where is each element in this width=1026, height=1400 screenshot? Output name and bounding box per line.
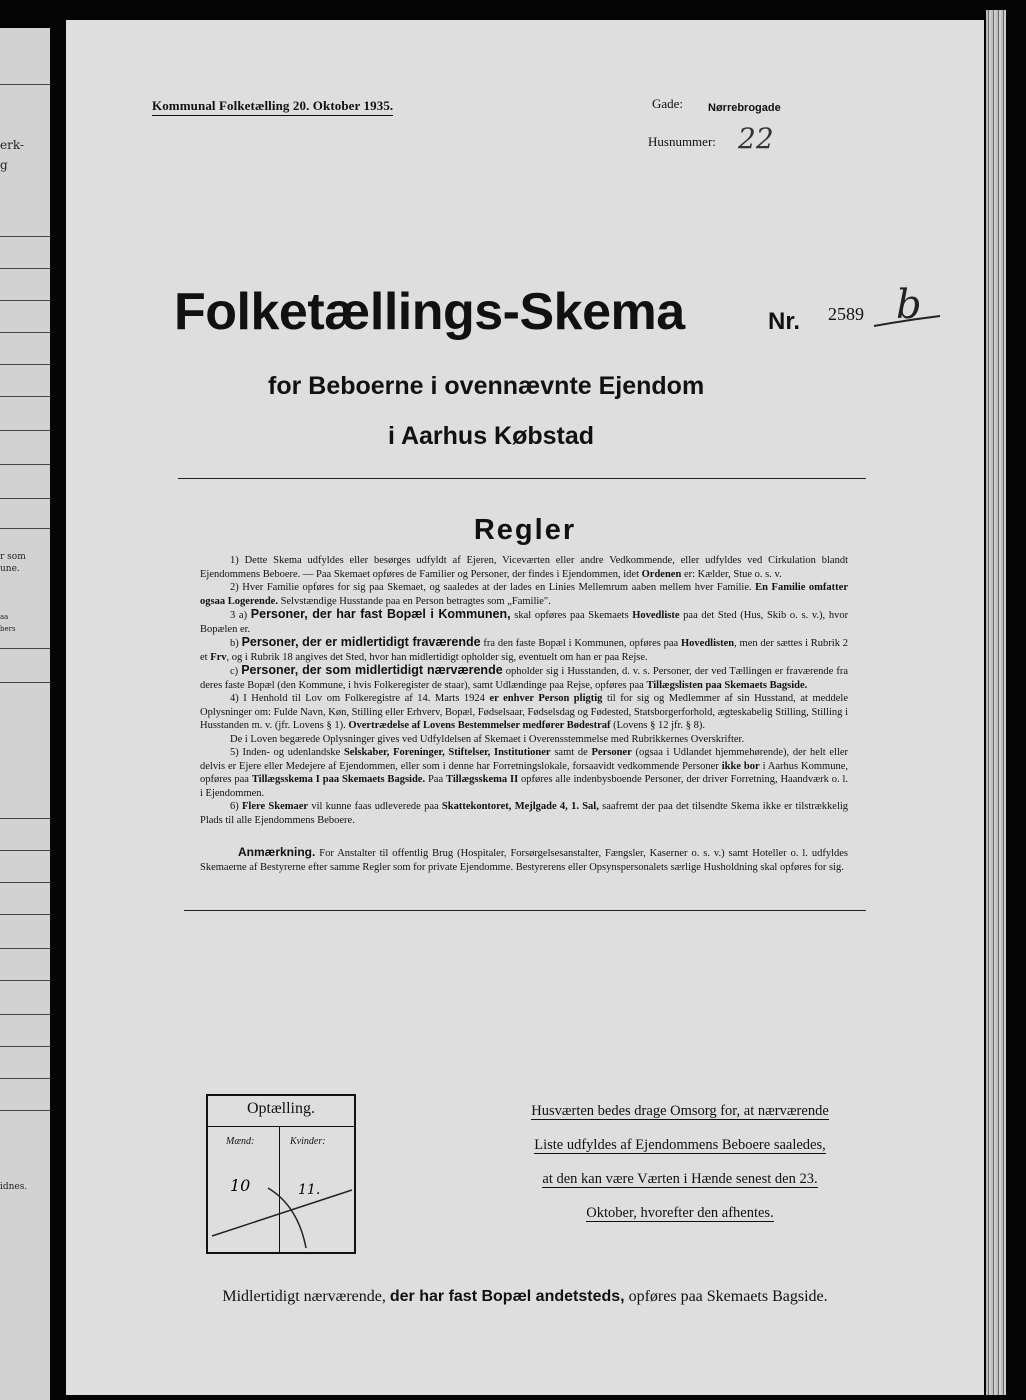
rule-bold: Hovedliste (632, 610, 680, 621)
rule-text: samt de (554, 747, 588, 758)
rule-text: 1) Dette Skema udfyldes eller besørges udfyldt af Ejeren, Viceværten eller andre Vedkommende, eller udfyldes ved Cirkulation blandt Ejendommens Beboere. — Paa Skemaet opføres de Familier og Personer, der findes i Ejendommen, idet (200, 555, 848, 580)
form-number-suffix: b (896, 282, 922, 328)
rule-6 (200, 800, 848, 827)
anmaerkning-label: Anmærkning. (238, 845, 316, 859)
rule-text: skal opføres paa Skemaets (514, 610, 629, 621)
left-page-rule (0, 430, 50, 431)
rule-2 (200, 581, 848, 608)
rule-text: 4) I Henhold til Lov om Folkeregistre af 14. Marts 1924 (230, 693, 485, 704)
rule-emphasis: Personer, der er midlertidigt fraværende (241, 635, 481, 649)
rule-text: paa det Sted (Hus, Skib o. s. v.), hvor Bopælen er. (200, 610, 849, 635)
notice-line: Liste udfyldes af Ejendommens Beboere saaledes, (534, 1137, 826, 1153)
rule-text: til for sig og Medlemmer af sin Husstand, at meddele Oplysninger om: Fulde Navn, Køn, Stilling eller Erhverv, Bopæl, Fødselsaar, Fødselsdag og Fødested, Statsborgerforhold, ægteskabelig Stilling, Stilling i Husstanden m. v. (jfr. Lovens § 1). (200, 693, 849, 731)
left-page-rule (0, 364, 50, 365)
rule-bold: er enhver Person pligtig (489, 693, 603, 704)
rule-text: b) (230, 638, 239, 649)
rule-text: i Aarhus Kommune, opføres paa (200, 760, 848, 785)
gade-value: Nørrebrogade (708, 102, 781, 114)
left-page-rule (0, 1014, 50, 1015)
left-page-rule (0, 236, 50, 237)
rule-bold: Tillægsskema II (446, 774, 519, 785)
left-page-rule (0, 268, 50, 269)
rule-text: Paa (427, 774, 444, 785)
rule-bold: Selskaber, Foreninger, Stiftelser, Institutioner (343, 747, 551, 758)
left-page-rule (0, 300, 50, 301)
left-page-rule (0, 980, 50, 981)
census-form-page (66, 20, 984, 1395)
footer-note (66, 1288, 984, 1306)
left-page-text: g (0, 158, 8, 172)
maend-value: 10 (230, 1176, 251, 1195)
left-page-rule (0, 948, 50, 949)
rule-3a (200, 608, 848, 636)
rule-1 (200, 554, 848, 581)
divider (178, 478, 866, 479)
form-subtitle: for Beboerne i ovennævnte Ejendom (268, 372, 705, 400)
rule-text: saafremt der paa det tilsendte Skema ikke er tilstrækkelig Plads til alle Ejendommens Beboere. (200, 801, 849, 826)
left-page-rule (0, 682, 50, 683)
left-page-rule (0, 818, 50, 819)
left-page-rule (0, 882, 50, 883)
rule-bold: Tillægslisten paa Skemaets Bagside. (646, 679, 808, 691)
left-page-text: une. (0, 564, 20, 574)
page-stack-edge (986, 10, 1006, 1395)
left-page-rule (0, 84, 50, 85)
left-page-rule (0, 498, 50, 499)
rule-bold: En Familie omfatter ogsaa Logerende. (200, 582, 848, 607)
divider (184, 910, 866, 911)
left-page-fragment (0, 28, 50, 1400)
kvinder-value: 11. (298, 1182, 321, 1198)
anmaerkning (200, 846, 848, 874)
husnummer-value: 22 (738, 122, 774, 155)
rule-bold: Tillægsskema I paa Skemaets Bagside. (251, 774, 426, 785)
rule-text: 3 a) (230, 610, 248, 621)
left-page-rule (0, 332, 50, 333)
kvinder-label: Kvinder: (290, 1136, 326, 1147)
notice-line: Husværten bedes drage Omsorg for, at nærværende (531, 1103, 829, 1119)
left-page-rule (0, 1078, 50, 1079)
rule-text: 6) (230, 801, 239, 812)
rule-4 (200, 692, 848, 733)
rule-text: opføres alle indenbysboende Personer, der driver Forretning, Haandværk o. l. i Ejendommen. (200, 774, 849, 799)
rules-text (200, 554, 848, 827)
footer-text: opføres paa Skemaets Bagside. (628, 1288, 828, 1305)
regler-heading: Regler (473, 514, 577, 546)
left-page-text: r som (0, 552, 26, 562)
underline-stroke (872, 314, 942, 330)
notice-line: Oktober, hvorefter den afhentes. (586, 1205, 774, 1221)
rule-text: , men der sættes i Rubrik 2 et (200, 638, 849, 663)
rule-text: fra den faste Bopæl i Kommunen, opføres paa (483, 638, 679, 649)
left-page-text: idnes. (0, 1182, 28, 1192)
tally-strikes (208, 1126, 354, 1252)
footer-bold: der har fast Bopæl andetsteds, (389, 1288, 625, 1305)
left-page-rule (0, 850, 50, 851)
rule-bold: Overtrædelse af Lovens Bestemmelser medfører Bødestraf (348, 720, 611, 731)
anmaerkning-text: For Anstalter til offentlig Brug (Hospitaler, Forsørgelsesanstalter, Fængsler, Kaserner o. s. v.) samt Hoteller o. l. udfyldes Skemaerne af Bestyrerne efter samme Regler som for private Ejendomme. Bestyrerens eller Opsynspersonalets særlige Husholdning skal opføres for sig. (200, 848, 848, 873)
form-nr-label: Nr. (768, 308, 801, 335)
rule-emphasis: Personer, der som midlertidigt nærværende (241, 663, 503, 677)
rule-text: De i Loven begærede Oplysninger gives ved Udfyldelsen af Skemaet i Overensstemmelse med Rubrikkernes Overskrifter. (230, 733, 745, 745)
left-page-rule (0, 1110, 50, 1111)
rule-bold: Ordenen (641, 568, 682, 580)
rule-bold: Skattekontoret, Mejlgade 4, 1. Sal, (441, 801, 599, 812)
rule-text: Selvstændige Husstande paa en Person betragtes som „Familie". (280, 595, 551, 607)
form-location: i Aarhus Købstad (388, 422, 595, 450)
left-page-text: aa (0, 613, 9, 621)
rule-bold: Hovedlisten (681, 638, 735, 649)
form-number: 2589 (828, 304, 864, 324)
rule-bold: Frv (210, 651, 227, 663)
left-page-rule (0, 1046, 50, 1047)
form-title: Folketællings-Skema (174, 283, 685, 341)
rule-text: er: Kælder, Stue o. s. v. (683, 568, 782, 580)
landlord-notice (500, 1094, 860, 1230)
husnummer-label: Husnummer: (648, 134, 716, 149)
rule-text: (Lovens § 12 jfr. § 8). (613, 720, 705, 731)
optaelling-title: Optælling. (246, 1100, 315, 1117)
left-page-rule (0, 396, 50, 397)
rule-text: 5) Inden- og udenlandske (230, 747, 341, 758)
rule-bold: ikke bor (721, 760, 760, 772)
census-header: Kommunal Folketælling 20. Oktober 1935. (152, 98, 393, 116)
rule-bold: Flere Skemaer (242, 801, 309, 812)
left-page-text: bers (0, 625, 16, 633)
rule-4b (200, 733, 848, 747)
rule-text: , og i Rubrik 18 angives det Sted, hvor han midlertidigt opholder sig, eventuelt om han er paa Rejse. (226, 651, 648, 663)
left-page-rule (0, 528, 50, 529)
left-page-rule (0, 914, 50, 915)
rule-text: c) (230, 666, 239, 677)
rule-text: vil kunne faas udleverede paa (311, 801, 439, 812)
rule-5 (200, 746, 848, 800)
rule-bold: Personer (591, 747, 632, 758)
rule-3b (200, 636, 848, 664)
left-page-rule (0, 648, 50, 649)
left-page-rule (0, 464, 50, 465)
rule-emphasis: Personer, der har fast Bopæl i Kommunen, (250, 607, 511, 621)
optaelling-box (206, 1094, 356, 1254)
rule-text: 2) Hver Familie opføres for sig paa Skemaet, og saaledes at der lades en Linies Mellemrum aaben mellem hver Familie. (230, 582, 752, 593)
rule-text: opholder sig i Husstanden, d. v. s. Personer, der ved Tællingen er fraværende fra deres faste Bopæl (den Kommune, i hvis Folkeregister de staar), samt Udlændinge paa Rejse, opføres paa (200, 666, 849, 691)
notice-line: at den kan være Værten i Hænde senest den 23. (542, 1171, 818, 1187)
footer-text: Midlertidigt nærværende, (222, 1288, 386, 1305)
rule-text: (ogsaa i Udlandet hjemmehørende), der helt eller delvis er Ejere eller Medejere af Ejendommen, eller som i denne har Forretningslokale, forsaavidt vedkommende Personer (200, 747, 849, 772)
left-page-text: erk- (0, 138, 24, 152)
gade-label: Gade: (652, 96, 684, 111)
rule-3c (200, 664, 848, 692)
maend-label: Mænd: (226, 1136, 255, 1147)
